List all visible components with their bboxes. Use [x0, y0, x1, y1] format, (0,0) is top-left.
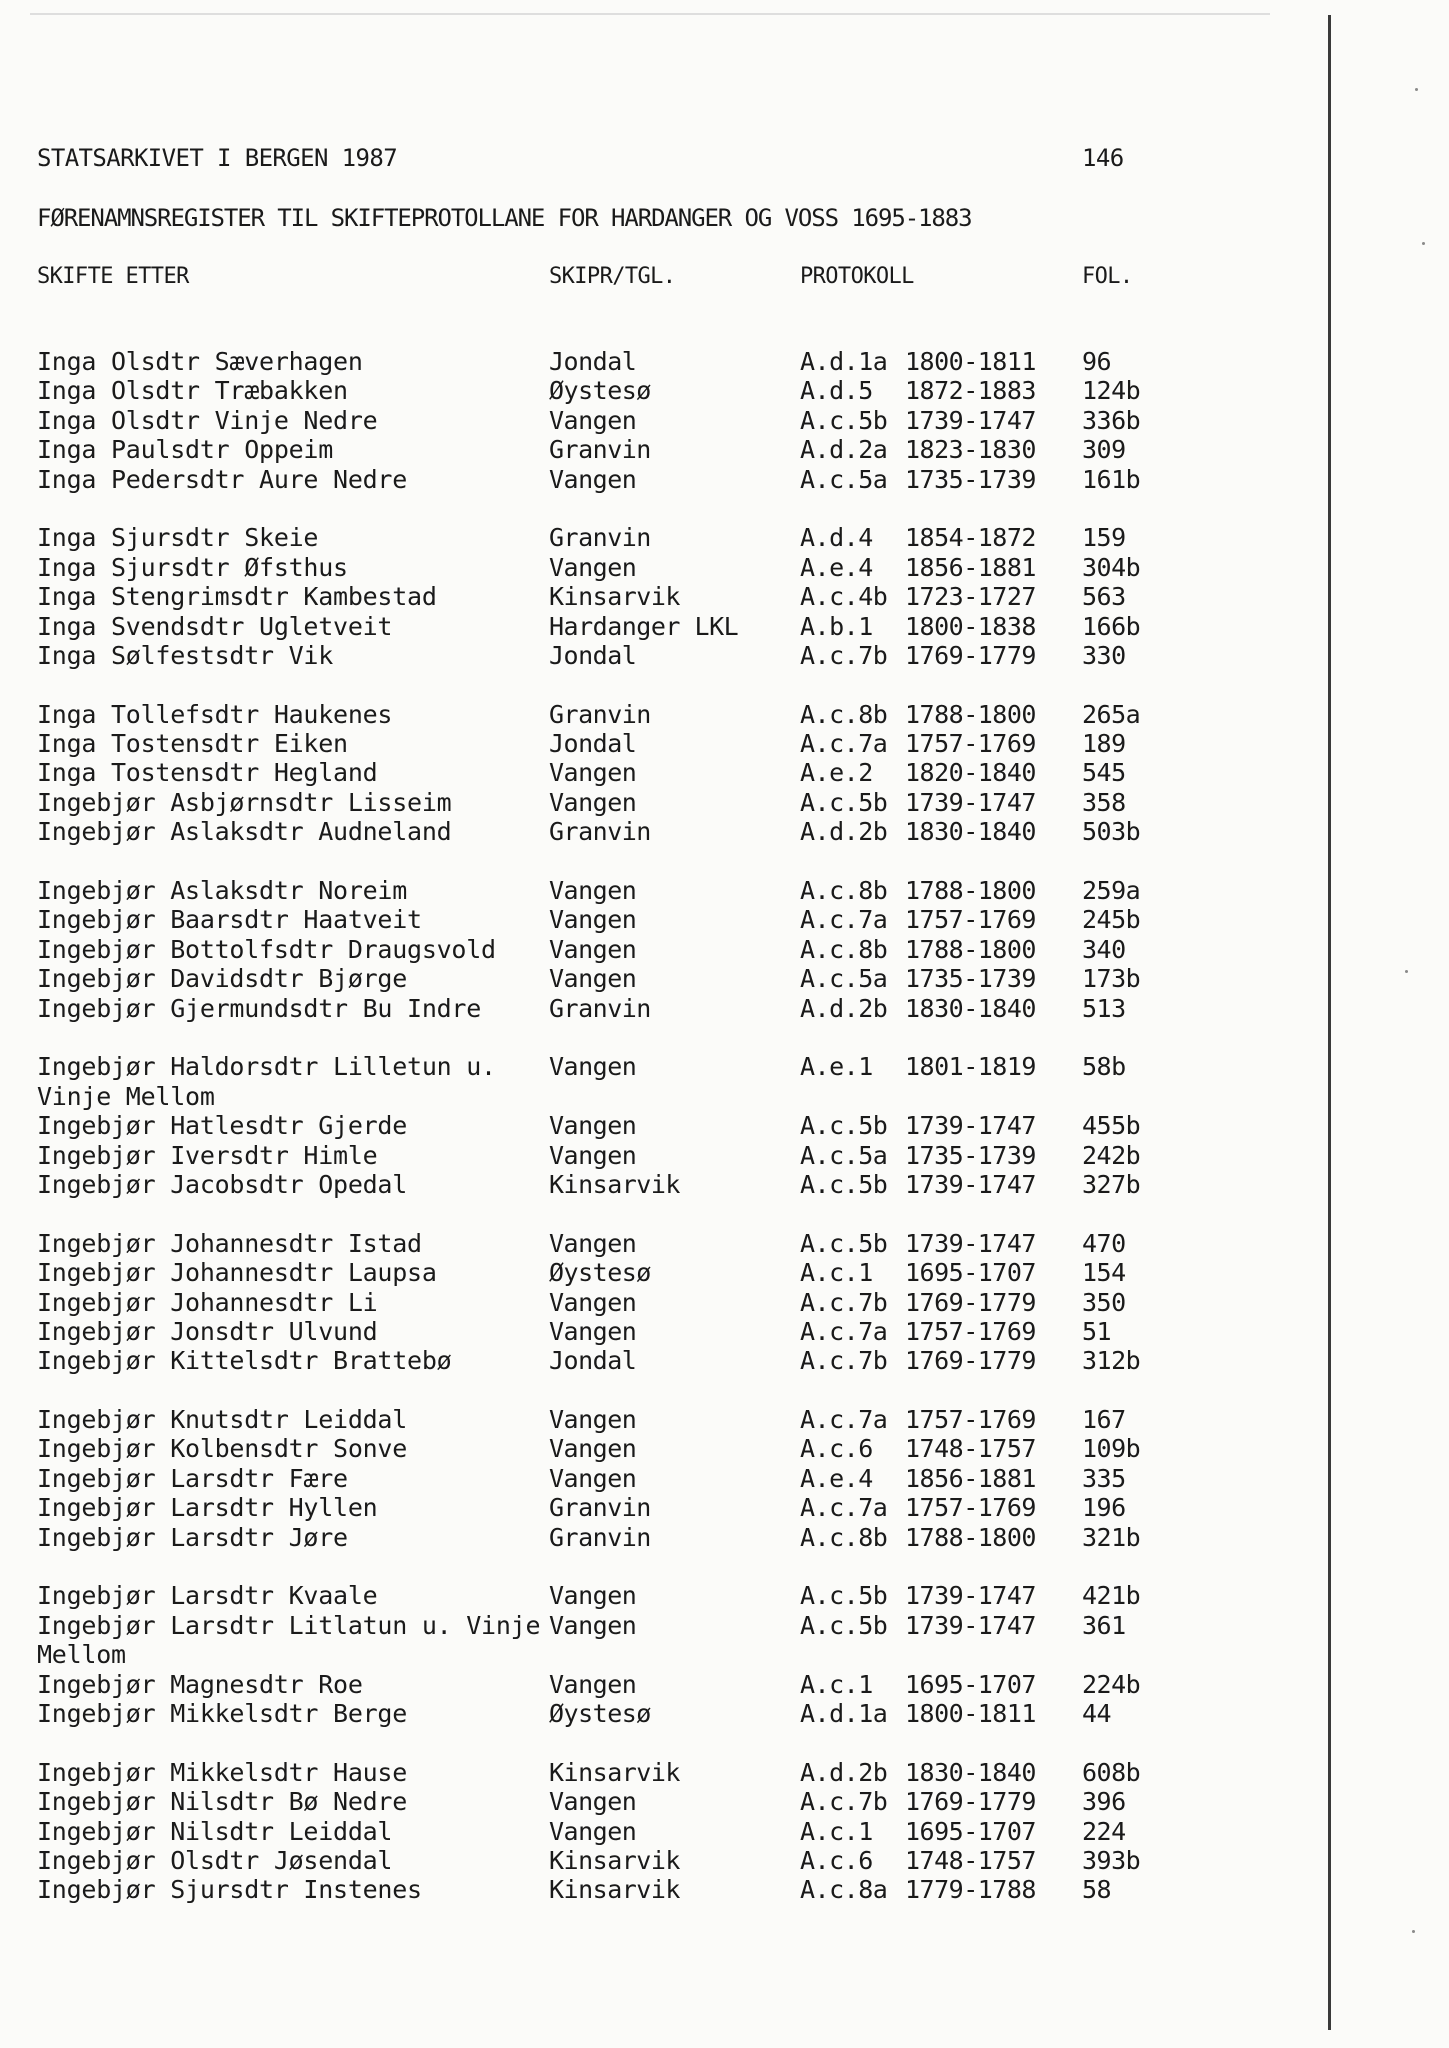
entry-name: Ingebjør Gjermundsdtr Bu Indre: [37, 993, 482, 1023]
table-row: [0, 1258, 1449, 1287]
entry-place: Granvin: [549, 817, 651, 847]
table-row: [0, 1405, 1449, 1434]
entry-name: Ingebjør Baarsdtr Haatveit: [37, 905, 422, 935]
entry-name: Inga Tollefsdtr Haukenes: [37, 699, 393, 729]
entry-years: 1757-1769: [905, 1405, 1036, 1435]
entry-place: Granvin: [549, 435, 651, 465]
entry-years: 1757-1769: [905, 729, 1036, 759]
entry-protocol: A.c.7a: [800, 729, 888, 759]
entry-years: 1788-1800: [905, 699, 1036, 729]
entry-protocol: A.d.2b: [800, 993, 888, 1023]
entry-name: Ingebjør Kolbensdtr Sonve: [37, 1434, 408, 1464]
table-row: [0, 553, 1449, 582]
entry-years: 1769-1779: [905, 1346, 1036, 1376]
entry-name: Ingebjør Hatlesdtr Gjerde: [37, 1111, 408, 1141]
entry-place: Jondal: [549, 347, 637, 376]
table-row: [0, 1611, 1449, 1670]
entry-protocol: A.c.5a: [800, 1140, 888, 1170]
table-row: [0, 1846, 1449, 1875]
table-row: [0, 612, 1449, 641]
entry-folio: 421b: [1082, 1581, 1141, 1611]
entry-folio: 563: [1082, 582, 1126, 612]
entry-protocol: A.d.2a: [800, 435, 888, 465]
entry-name: Ingebjør Knutsdtr Leiddal: [37, 1405, 408, 1435]
entry-folio: 358: [1082, 787, 1126, 817]
entry-years: 1695-1707: [905, 1258, 1036, 1288]
table-row: [0, 788, 1449, 817]
entry-place: Vangen: [549, 1052, 637, 1082]
entry-years: 1801-1819: [905, 1052, 1036, 1082]
entry-place: Vangen: [549, 1111, 637, 1141]
table-row: [0, 994, 1449, 1023]
column-header-protocol: PROTOKOLL: [800, 264, 914, 289]
entry-years: 1695-1707: [905, 1669, 1036, 1699]
entry-protocol: A.c.5b: [800, 1581, 888, 1611]
scan-speck: [1412, 1930, 1415, 1933]
entry-place: Vangen: [549, 964, 637, 994]
entry-place: Vangen: [549, 464, 637, 494]
entry-name: Inga Olsdtr Vinje Nedre: [37, 405, 378, 435]
entry-protocol: A.e.4: [800, 1463, 873, 1493]
entry-years: 1800-1811: [905, 1699, 1036, 1728]
entry-name: Inga Sølfestsdtr Vik: [37, 640, 334, 670]
entry-years: 1769-1779: [905, 1287, 1036, 1317]
entry-place: Øystesø: [549, 376, 651, 406]
entry-years: 1757-1769: [905, 905, 1036, 935]
table-row: [0, 347, 1449, 376]
entry-name: Inga Svendsdtr Ugletveit: [37, 611, 393, 641]
entry-name: Inga Olsdtr Træbakken: [37, 376, 348, 406]
entry-name: Ingebjør Kittelsdtr Brattebø: [37, 1346, 452, 1376]
entry-place: Vangen: [549, 1787, 637, 1817]
entry-name: Inga Stengrimsdtr Kambestad: [37, 582, 437, 612]
table-row: [0, 1758, 1449, 1787]
entry-place: Kinsarvik: [549, 1875, 680, 1905]
table-row: [0, 1170, 1449, 1199]
entry-place: Vangen: [549, 552, 637, 582]
entry-name: Ingebjør Bottolfsdtr Draugsvold: [37, 934, 496, 964]
entry-name: Inga Tostensdtr Hegland: [37, 758, 378, 788]
entry-protocol: A.d.2b: [800, 1757, 888, 1787]
entry-place: Vangen: [549, 1228, 637, 1258]
entry-protocol: A.c.7b: [800, 1346, 888, 1376]
column-header-place: SKIPR/TGL.: [549, 264, 676, 289]
table-row: [0, 465, 1449, 494]
entry-folio: 58: [1082, 1875, 1112, 1905]
table-row: [0, 1493, 1449, 1522]
entry-years: 1830-1840: [905, 1757, 1036, 1787]
entry-years: 1748-1757: [905, 1434, 1036, 1464]
table-row: [0, 1229, 1449, 1258]
entry-name: Ingebjør Larsdtr Jøre: [37, 1522, 348, 1552]
entry-folio: 335: [1082, 1463, 1126, 1493]
entry-years: 1735-1739: [905, 464, 1036, 494]
entry-name: Ingebjør Johannesdtr Laupsa: [37, 1258, 437, 1288]
entry-years: 1723-1727: [905, 582, 1036, 612]
entry-protocol: A.c.7b: [800, 1787, 888, 1817]
entry-place: Vangen: [549, 405, 637, 435]
entry-protocol: A.c.1: [800, 1816, 873, 1846]
entry-protocol: A.c.5b: [800, 787, 888, 817]
entry-place: Vangen: [549, 1434, 637, 1464]
entry-name: Ingebjør Davidsdtr Bjørge: [37, 964, 408, 994]
table-row: [0, 1817, 1449, 1846]
entry-protocol: A.d.5: [800, 376, 873, 406]
entry-folio: 166b: [1082, 611, 1141, 641]
table-row: [0, 1346, 1449, 1375]
entry-protocol: A.d.2b: [800, 817, 888, 847]
entry-place: Vangen: [549, 905, 637, 935]
table-row: [0, 700, 1449, 729]
entry-protocol: A.d.4: [800, 523, 873, 553]
entry-place: Granvin: [549, 523, 651, 553]
entry-name: Ingebjør Larsdtr Hyllen: [37, 1493, 378, 1523]
entry-folio: 161b: [1082, 464, 1141, 494]
entry-name: Ingebjør Sjursdtr Instenes: [37, 1875, 422, 1905]
entry-years: 1757-1769: [905, 1493, 1036, 1523]
entry-years: 1735-1739: [905, 1140, 1036, 1170]
entry-protocol: A.c.6: [800, 1845, 873, 1875]
entry-years: 1788-1800: [905, 1522, 1036, 1552]
entry-folio: 309: [1082, 435, 1126, 465]
entry-years: 1695-1707: [905, 1816, 1036, 1846]
table-row: [0, 1787, 1449, 1816]
entry-folio: 159: [1082, 523, 1126, 553]
entry-protocol: A.c.7a: [800, 905, 888, 935]
entry-place: Vangen: [549, 1669, 637, 1699]
entry-protocol: A.d.1a: [800, 347, 888, 376]
entry-name: Ingebjør Mikkelsdtr Berge: [37, 1699, 408, 1728]
entry-years: 1739-1747: [905, 1581, 1036, 1611]
entry-place: Vangen: [549, 1287, 637, 1317]
entry-place: Kinsarvik: [549, 1169, 680, 1199]
entry-folio: 396: [1082, 1787, 1126, 1817]
entry-years: 1788-1800: [905, 934, 1036, 964]
table-row: [0, 1581, 1449, 1610]
entry-place: Vangen: [549, 1140, 637, 1170]
entry-protocol: A.c.7a: [800, 1316, 888, 1346]
table-row: [0, 729, 1449, 758]
entry-place: Vangen: [549, 1405, 637, 1435]
entry-protocol: A.c.5b: [800, 1228, 888, 1258]
entry-years: 1757-1769: [905, 1316, 1036, 1346]
entry-protocol: A.c.8b: [800, 876, 888, 906]
entry-protocol: A.c.5b: [800, 1610, 888, 1640]
entry-place: Kinsarvik: [549, 1845, 680, 1875]
table-row: [0, 905, 1449, 934]
table-row: [0, 964, 1449, 993]
entry-years: 1800-1838: [905, 611, 1036, 641]
entry-folio: 189: [1082, 729, 1126, 759]
entry-years: 1739-1747: [905, 1111, 1036, 1141]
entry-name: Ingebjør Haldorsdtr Lilletun u. Vinje Mellom: [37, 1052, 496, 1111]
entry-folio: 513: [1082, 993, 1126, 1023]
entry-folio: 545: [1082, 758, 1126, 788]
entry-protocol: A.c.8a: [800, 1875, 888, 1905]
entry-years: 1769-1779: [905, 1787, 1036, 1817]
table-row: [0, 1052, 1449, 1111]
entry-folio: 245b: [1082, 905, 1141, 935]
table-row: [0, 376, 1449, 405]
entry-folio: 51: [1082, 1316, 1112, 1346]
table-row: [0, 1699, 1449, 1728]
entry-name: Ingebjør Magnesdtr Roe: [37, 1669, 363, 1699]
entry-name: Ingebjør Asbjørnsdtr Lisseim: [37, 787, 452, 817]
entry-folio: 321b: [1082, 1522, 1141, 1552]
table-row: [0, 406, 1449, 435]
entry-protocol: A.c.1: [800, 1258, 873, 1288]
entry-years: 1739-1747: [905, 1610, 1036, 1640]
entry-folio: 503b: [1082, 817, 1141, 847]
table-row: [0, 1875, 1449, 1904]
entry-name: Ingebjør Larsdtr Kvaale: [37, 1581, 378, 1611]
entry-protocol: A.c.1: [800, 1669, 873, 1699]
table-row: [0, 758, 1449, 787]
entry-place: Kinsarvik: [549, 582, 680, 612]
table-row: [0, 1111, 1449, 1140]
entry-place: Kinsarvik: [549, 1757, 680, 1787]
entry-folio: 224: [1082, 1816, 1126, 1846]
entry-years: 1739-1747: [905, 1228, 1036, 1258]
table-row: [0, 876, 1449, 905]
entry-years: 1739-1747: [905, 405, 1036, 435]
entry-name: Ingebjør Larsdtr Litlatun u. Vinje Mellom: [37, 1610, 541, 1670]
entry-folio: 265a: [1082, 699, 1141, 729]
table-row: [0, 1670, 1449, 1699]
entry-place: Vangen: [549, 876, 637, 906]
register-entries: [0, 347, 1449, 1905]
entry-place: Vangen: [549, 934, 637, 964]
entry-folio: 327b: [1082, 1169, 1141, 1199]
entry-years: 1830-1840: [905, 993, 1036, 1023]
column-header-folio: FOL.: [1082, 264, 1133, 289]
entry-folio: 196: [1082, 1493, 1126, 1523]
column-header-name: SKIFTE ETTER: [37, 264, 189, 289]
entry-name: Ingebjør Aslaksdtr Audneland: [37, 817, 452, 847]
entry-protocol: A.c.7a: [800, 1493, 888, 1523]
entry-years: 1779-1788: [905, 1875, 1036, 1905]
entry-folio: 393b: [1082, 1845, 1141, 1875]
entry-protocol: A.c.7b: [800, 1287, 888, 1317]
entry-place: Vangen: [549, 1610, 637, 1640]
entry-folio: 173b: [1082, 964, 1141, 994]
entry-place: Granvin: [549, 1522, 651, 1552]
entry-name: Ingebjør Johannesdtr Li: [37, 1287, 378, 1317]
entry-years: 1769-1779: [905, 640, 1036, 670]
entry-name: Inga Sjursdtr Øfsthus: [37, 552, 348, 582]
entry-folio: 109b: [1082, 1434, 1141, 1464]
entry-place: Jondal: [549, 1346, 637, 1376]
entry-protocol: A.c.5a: [800, 464, 888, 494]
entry-folio: 361: [1082, 1610, 1126, 1640]
entry-place: Hardanger LKL: [549, 611, 739, 641]
entry-name: Inga Olsdtr Sæverhagen: [37, 347, 363, 376]
entry-folio: 44: [1082, 1699, 1112, 1728]
entry-folio: 154: [1082, 1258, 1126, 1288]
entry-place: Vangen: [549, 1463, 637, 1493]
scan-speck: [1422, 242, 1425, 245]
entry-folio: 304b: [1082, 552, 1141, 582]
entry-name: Inga Paulsdtr Oppeim: [37, 435, 334, 465]
entry-place: Øystesø: [549, 1699, 651, 1728]
entry-place: Jondal: [549, 729, 637, 759]
page-number: 146: [1082, 144, 1124, 172]
table-row: [0, 1288, 1449, 1317]
entry-protocol: A.c.7b: [800, 640, 888, 670]
entry-protocol: A.c.5b: [800, 405, 888, 435]
table-row: [0, 935, 1449, 964]
entry-name: Ingebjør Jonsdtr Ulvund: [37, 1316, 378, 1346]
entry-years: 1856-1881: [905, 552, 1036, 582]
entry-place: Vangen: [549, 1316, 637, 1346]
entry-place: Øystesø: [549, 1258, 651, 1288]
entry-protocol: A.c.8b: [800, 1522, 888, 1552]
entry-name: Ingebjør Iversdtr Himle: [37, 1140, 378, 1170]
table-row: [0, 1464, 1449, 1493]
entry-protocol: A.c.5a: [800, 964, 888, 994]
entry-years: 1800-1811: [905, 347, 1036, 376]
entry-protocol: A.c.5b: [800, 1169, 888, 1199]
entry-folio: 312b: [1082, 1346, 1141, 1376]
entry-place: Vangen: [549, 1816, 637, 1846]
entry-name: Inga Sjursdtr Skeie: [37, 523, 319, 553]
entry-years: 1872-1883: [905, 376, 1036, 406]
entry-protocol: A.e.2: [800, 758, 873, 788]
entry-years: 1735-1739: [905, 964, 1036, 994]
entry-protocol: A.c.8b: [800, 934, 888, 964]
entry-folio: 224b: [1082, 1669, 1141, 1699]
table-row: [0, 582, 1449, 611]
entry-protocol: A.c.6: [800, 1434, 873, 1464]
table-row: [0, 435, 1449, 464]
entry-years: 1788-1800: [905, 876, 1036, 906]
entry-name: Ingebjør Aslaksdtr Noreim: [37, 876, 408, 906]
top-edge-rule: [30, 13, 1270, 15]
entry-folio: 470: [1082, 1228, 1126, 1258]
entry-protocol: A.e.4: [800, 552, 873, 582]
entry-protocol: A.e.1: [800, 1052, 873, 1082]
entry-protocol: A.d.1a: [800, 1699, 888, 1728]
table-row: [0, 817, 1449, 846]
entry-years: 1739-1747: [905, 787, 1036, 817]
entry-name: Ingebjør Jacobsdtr Opedal: [37, 1169, 408, 1199]
entry-place: Jondal: [549, 640, 637, 670]
entry-protocol: A.c.8b: [800, 699, 888, 729]
entry-folio: 608b: [1082, 1757, 1141, 1787]
entry-place: Granvin: [549, 699, 651, 729]
entry-years: 1748-1757: [905, 1845, 1036, 1875]
entry-years: 1830-1840: [905, 817, 1036, 847]
entry-place: Vangen: [549, 1581, 637, 1611]
entry-folio: 330: [1082, 640, 1126, 670]
entry-place: Vangen: [549, 758, 637, 788]
entry-protocol: A.c.5b: [800, 1111, 888, 1141]
entry-name: Inga Pedersdtr Aure Nedre: [37, 464, 408, 494]
entry-name: Ingebjør Olsdtr Jøsendal: [37, 1845, 393, 1875]
entry-years: 1854-1872: [905, 523, 1036, 553]
scan-speck: [1415, 88, 1418, 91]
entry-place: Granvin: [549, 993, 651, 1023]
table-row: [0, 1141, 1449, 1170]
entry-folio: 58b: [1082, 1052, 1126, 1082]
entry-name: Ingebjør Mikkelsdtr Hause: [37, 1757, 408, 1787]
table-row: [0, 1434, 1449, 1463]
entry-years: 1823-1830: [905, 435, 1036, 465]
entry-protocol: A.c.4b: [800, 582, 888, 612]
table-row: [0, 641, 1449, 670]
entry-folio: 96: [1082, 347, 1112, 376]
entry-folio: 336b: [1082, 405, 1141, 435]
table-row: [0, 1317, 1449, 1346]
entry-folio: 124b: [1082, 376, 1141, 406]
entry-name: Ingebjør Nilsdtr Leiddal: [37, 1816, 393, 1846]
entry-years: 1820-1840: [905, 758, 1036, 788]
entry-protocol: A.b.1: [800, 611, 873, 641]
entry-folio: 259a: [1082, 876, 1141, 906]
entry-folio: 167: [1082, 1405, 1126, 1435]
entry-place: Vangen: [549, 787, 637, 817]
entry-folio: 350: [1082, 1287, 1126, 1317]
entry-name: Ingebjør Johannesdtr Istad: [37, 1228, 422, 1258]
entry-place: Granvin: [549, 1493, 651, 1523]
entry-name: Ingebjør Nilsdtr Bø Nedre: [37, 1787, 408, 1817]
entry-years: 1739-1747: [905, 1169, 1036, 1199]
entry-years: 1856-1881: [905, 1463, 1036, 1493]
entry-name: Inga Tostensdtr Eiken: [37, 729, 348, 759]
table-row: [0, 523, 1449, 552]
table-row: [0, 1523, 1449, 1552]
entry-folio: 340: [1082, 934, 1126, 964]
entry-folio: 455b: [1082, 1111, 1141, 1141]
entry-folio: 242b: [1082, 1140, 1141, 1170]
archive-title: STATSARKIVET I BERGEN 1987: [37, 144, 398, 172]
register-title: FØRENAMNSREGISTER TIL SKIFTEPROTOLLANE FOR HARDANGER OG VOSS 1695-1883: [37, 204, 972, 232]
entry-name: Ingebjør Larsdtr Fære: [37, 1463, 348, 1493]
entry-protocol: A.c.7a: [800, 1405, 888, 1435]
